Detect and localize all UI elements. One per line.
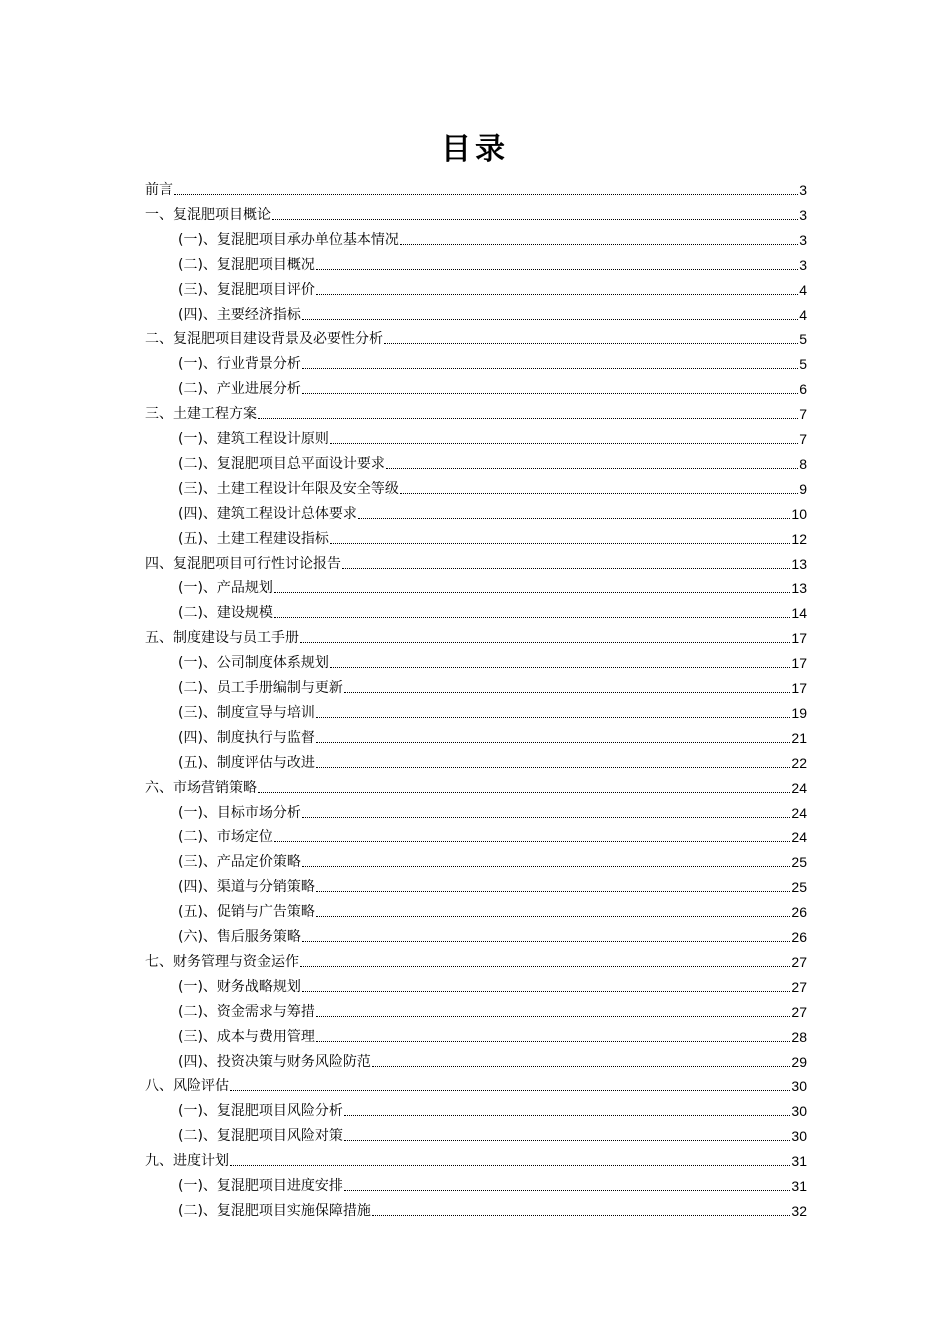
- toc-entry[interactable]: [145, 1070, 807, 1095]
- toc-dot-leader: [174, 194, 798, 195]
- toc-entry-page-number: 8: [799, 455, 807, 472]
- toc-entry-page-number: 17: [791, 680, 807, 696]
- toc-entry-label: (三)、土建工程设计年限及安全等级: [178, 480, 399, 497]
- toc-entry-label: (四)、主要经济指标: [178, 306, 301, 323]
- toc-entry-page-number: 3: [799, 182, 807, 198]
- toc-entry[interactable]: [145, 772, 807, 797]
- toc-entry-label: 四、复混肥项目可行性讨论报告: [145, 555, 341, 572]
- toc-entry-page-number: 13: [791, 580, 807, 597]
- toc-dot-leader: [272, 219, 798, 220]
- toc-dot-leader: [316, 1016, 790, 1017]
- toc-entry-page-number: 3: [799, 231, 807, 248]
- toc-dot-leader: [316, 916, 790, 917]
- toc-entry-label: 五、制度建设与员工手册: [145, 630, 299, 647]
- toc-entry-label: (一)、复混肥项目风险分析: [178, 1103, 343, 1120]
- toc-dot-leader: [344, 1190, 790, 1191]
- toc-entry-page-number: 19: [791, 704, 807, 721]
- toc-entry-page-number: 30: [791, 1078, 807, 1095]
- toc-entry-page-number: 17: [791, 655, 807, 672]
- toc-entry-page-number: 30: [791, 1103, 807, 1120]
- toc-entry[interactable]: [145, 398, 807, 423]
- toc-entry[interactable]: [178, 249, 807, 274]
- toc-dot-leader: [372, 1215, 790, 1216]
- toc-dot-leader: [400, 493, 798, 494]
- toc-entry-page-number: 17: [791, 630, 807, 647]
- toc-entry[interactable]: [178, 697, 807, 722]
- toc-dot-leader: [330, 543, 790, 544]
- toc-dot-leader: [316, 767, 790, 768]
- toc-entry[interactable]: [178, 572, 807, 597]
- toc-entry-page-number: 24: [791, 779, 807, 796]
- toc-dot-leader: [386, 468, 798, 469]
- toc-dot-leader: [230, 1090, 790, 1091]
- toc-dot-leader: [300, 966, 790, 967]
- toc-entry-page-number: 5: [799, 356, 807, 373]
- toc-entry-page-number: 26: [791, 929, 807, 945]
- toc-entry-label: (一)、公司制度体系规划: [178, 655, 329, 672]
- toc-entry-label: (六)、售后服务策略: [178, 929, 301, 945]
- toc-entry-label: 八、风险评估: [145, 1078, 229, 1095]
- toc-entry-label: (三)、复混肥项目评价: [178, 281, 315, 298]
- toc-entry-label: (四)、渠道与分销策略: [178, 879, 315, 896]
- toc-dot-leader: [302, 866, 790, 867]
- toc-dot-leader: [372, 1066, 790, 1067]
- toc-entry-label: (一)、行业背景分析: [178, 356, 301, 373]
- toc-dot-leader: [302, 991, 790, 992]
- toc-dot-leader: [274, 592, 790, 593]
- toc-dot-leader: [230, 1165, 790, 1166]
- toc-entry-label: (四)、建筑工程设计总体要求: [178, 505, 357, 522]
- toc-entry-label: (四)、制度执行与监督: [178, 729, 315, 746]
- toc-entry-label: (一)、复混肥项目进度安排: [178, 1178, 343, 1194]
- toc-dot-leader: [302, 393, 798, 394]
- toc-entry-page-number: 26: [791, 904, 807, 921]
- toc-entry[interactable]: [178, 597, 807, 622]
- toc-entry-label: 七、财务管理与资金运作: [145, 953, 299, 970]
- toc-entry-page-number: 9: [799, 480, 807, 497]
- toc-entry-page-number: 10: [791, 505, 807, 522]
- toc-dot-leader: [316, 742, 790, 743]
- toc-entry[interactable]: [178, 274, 807, 299]
- toc-entry-page-number: 31: [791, 1178, 807, 1194]
- toc-entry[interactable]: [178, 448, 807, 473]
- toc-dot-leader: [330, 443, 798, 444]
- toc-dot-leader: [342, 568, 790, 569]
- toc-dot-leader: [258, 418, 798, 419]
- toc-entry[interactable]: [178, 797, 807, 822]
- toc-entry[interactable]: [178, 871, 807, 896]
- toc-entry[interactable]: [178, 423, 807, 448]
- toc-dot-leader: [302, 941, 790, 942]
- toc-entry[interactable]: [178, 996, 807, 1021]
- toc-entry-page-number: 32: [791, 1202, 807, 1219]
- toc-dot-leader: [316, 294, 798, 295]
- toc-dot-leader: [316, 1041, 790, 1042]
- toc-entry[interactable]: [178, 1046, 807, 1071]
- toc-entry[interactable]: [178, 373, 807, 398]
- toc-entry[interactable]: [178, 224, 807, 249]
- toc-entry-label: (一)、产品规划: [178, 580, 273, 597]
- toc-entry-label: (四)、投资决策与财务风险防范: [178, 1053, 371, 1070]
- toc-entry-label: (二)、建设规模: [178, 605, 273, 622]
- toc-entry-page-number: 13: [791, 555, 807, 572]
- toc-entry[interactable]: [145, 946, 807, 971]
- toc-entry-label: (二)、复混肥项目风险对策: [178, 1128, 343, 1145]
- toc-entry-page-number: 4: [799, 281, 807, 298]
- toc-entry[interactable]: [178, 747, 807, 772]
- toc-entry-label: (二)、产业进展分析: [178, 381, 301, 398]
- toc-entry-page-number: 3: [799, 206, 807, 223]
- toc-entry-page-number: 25: [791, 879, 807, 896]
- toc-entry-page-number: 27: [791, 1003, 807, 1020]
- toc-entry-page-number: 27: [791, 978, 807, 995]
- toc-entry-page-number: 21: [791, 729, 807, 746]
- toc-entry[interactable]: [178, 299, 807, 324]
- toc-entry-page-number: 3: [799, 256, 807, 273]
- toc-entry-label: (二)、员工手册编制与更新: [178, 680, 343, 696]
- toc-dot-leader: [400, 244, 798, 245]
- toc-entry-page-number: 6: [799, 381, 807, 398]
- toc-entry[interactable]: [145, 548, 807, 573]
- toc-entry-page-number: 28: [791, 1028, 807, 1045]
- toc-entry[interactable]: [145, 622, 807, 647]
- toc-entry-label: (三)、制度宣导与培训: [178, 704, 315, 721]
- toc-dot-leader: [344, 1115, 790, 1116]
- toc-entry[interactable]: [178, 921, 807, 946]
- toc-entry[interactable]: [178, 647, 807, 672]
- toc-entry-page-number: 27: [791, 953, 807, 970]
- toc-entry[interactable]: [178, 821, 807, 846]
- toc-dot-leader: [384, 343, 798, 344]
- toc-entry-page-number: 7: [799, 431, 807, 447]
- toc-entry-page-number: 25: [791, 854, 807, 871]
- toc-entry-label: (三)、成本与费用管理: [178, 1028, 315, 1045]
- toc-entry[interactable]: [178, 722, 807, 747]
- toc-dot-leader: [344, 1140, 790, 1141]
- toc-entry-label: 九、进度计划: [145, 1153, 229, 1170]
- toc-entry-label: (五)、土建工程建设指标: [178, 530, 329, 547]
- toc-entry[interactable]: [145, 1145, 807, 1170]
- toc-dot-leader: [302, 319, 798, 320]
- toc-dot-leader: [300, 642, 790, 643]
- toc-entry-label: (二)、复混肥项目概况: [178, 256, 315, 273]
- toc-entry[interactable]: [178, 1170, 807, 1195]
- toc-entry-page-number: 14: [791, 605, 807, 622]
- toc-entry[interactable]: [145, 174, 807, 199]
- toc-entry-page-number: 30: [791, 1128, 807, 1145]
- toc-dot-leader: [316, 269, 798, 270]
- toc-entry[interactable]: [145, 323, 807, 348]
- toc-entry-label: (三)、产品定价策略: [178, 854, 301, 871]
- toc-dot-leader: [316, 891, 790, 892]
- toc-entry-page-number: 31: [791, 1153, 807, 1170]
- toc-entry-page-number: 24: [791, 829, 807, 846]
- toc-dot-leader: [274, 841, 790, 842]
- toc-entry-label: (五)、促销与广告策略: [178, 904, 315, 921]
- toc-dot-leader: [344, 692, 790, 693]
- toc-dot-leader: [358, 518, 790, 519]
- toc-entry-label: (二)、复混肥项目实施保障措施: [178, 1202, 371, 1219]
- toc-entry-label: 一、复混肥项目概论: [145, 206, 271, 223]
- toc-entry-label: (一)、复混肥项目承办单位基本情况: [178, 231, 399, 248]
- toc-entry-page-number: 29: [791, 1053, 807, 1070]
- toc-entry-page-number: 24: [791, 804, 807, 821]
- toc-entry-label: 前言: [145, 182, 173, 198]
- toc-entry-label: (一)、建筑工程设计原则: [178, 431, 329, 447]
- toc-entry[interactable]: [178, 846, 807, 871]
- toc-dot-leader: [258, 792, 790, 793]
- toc-entry-page-number: 7: [799, 406, 807, 423]
- toc-entry[interactable]: [178, 348, 807, 373]
- toc-dot-leader: [302, 817, 790, 818]
- toc-entry[interactable]: [145, 199, 807, 224]
- toc-entry[interactable]: [178, 1120, 807, 1145]
- toc-entry-page-number: 4: [799, 306, 807, 323]
- toc-entry[interactable]: [178, 1021, 807, 1046]
- toc-entry-label: (二)、复混肥项目总平面设计要求: [178, 455, 385, 472]
- toc-entry-page-number: 12: [791, 530, 807, 547]
- toc-dot-leader: [330, 667, 790, 668]
- toc-entry[interactable]: [178, 896, 807, 921]
- toc-entry[interactable]: [178, 971, 807, 996]
- toc-dot-leader: [316, 717, 790, 718]
- toc-entry[interactable]: [178, 523, 807, 548]
- toc-dot-leader: [274, 617, 790, 618]
- toc-entry-label: (一)、目标市场分析: [178, 804, 301, 821]
- toc-entry[interactable]: [178, 498, 807, 523]
- toc-title: 目录: [441, 132, 509, 167]
- toc-entry-page-number: 22: [791, 754, 807, 771]
- toc-entry[interactable]: [178, 1095, 807, 1120]
- toc-entry-label: (二)、资金需求与筹措: [178, 1003, 315, 1020]
- toc-entry-label: (二)、市场定位: [178, 829, 273, 846]
- toc-entry-page-number: 5: [799, 331, 807, 348]
- toc-entry[interactable]: [178, 1195, 807, 1220]
- toc-entry[interactable]: [178, 672, 807, 697]
- toc-entry-label: 二、复混肥项目建设背景及必要性分析: [145, 331, 383, 348]
- toc-entry-label: (一)、财务战略规划: [178, 978, 301, 995]
- toc-entry-label: (五)、制度评估与改进: [178, 754, 315, 771]
- toc-dot-leader: [302, 368, 798, 369]
- toc-entry-label: 六、市场营销策略: [145, 779, 257, 796]
- toc-entry-label: 三、土建工程方案: [145, 406, 257, 423]
- toc-entry[interactable]: [178, 473, 807, 498]
